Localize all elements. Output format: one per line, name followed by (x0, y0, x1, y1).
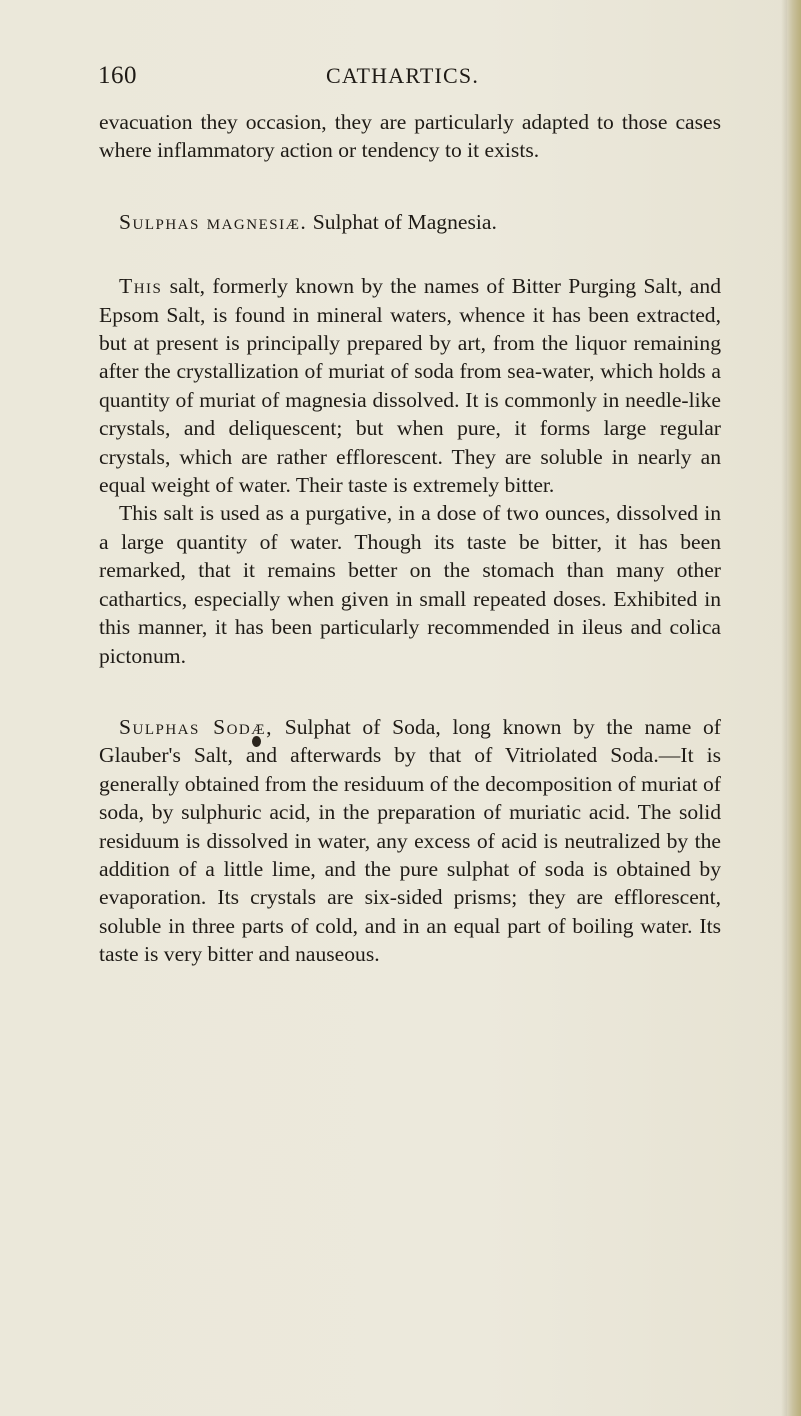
latin-term-sodae: Sulphas Sodæ, (119, 714, 273, 739)
section-heading-sulphas-magnesiae (99, 208, 721, 236)
latin-term-magnesiae: Sulphas magnesiæ. (119, 209, 308, 234)
english-term-magnesia: Sulphat of Magnesia. (307, 209, 497, 234)
paragraph-purgative-use: This salt is used as a purgative, in a dose of two ounces, dissolved in a large quantity of water. Though its taste be bitter, it has been remarked, that it remains better on the stomach than many other cathartics, especially when given in small repeated doses. Exhibited in this manner, it has been particularly recommended in ileus and colica pictonum. (99, 501, 721, 668)
section-sulphas-sodae (99, 713, 721, 969)
body-text (99, 108, 721, 969)
page-number: 160 (98, 62, 137, 89)
paragraph-epsom-salt-text: salt, formerly known by the names of Bitter Purging Salt, and Epsom Salt, is found in mineral waters, whence it has been extracted, but at present is principally prepared by art, from the liquor remaining after the crystallization of muriat of soda from sea-water, which holds a quantity of muriat of magnesia dissolved. It is commonly in needle-like crystals, and deliquescent; but when pure, it forms large regular crystals, which are rather efflorescent. They are soluble in nearly an equal weight of water. Their taste is extremely bitter. (99, 274, 721, 498)
page-edge (787, 0, 801, 1416)
paragraph-continuation: evacuation they occasion, they are particularly adapted to those cases where inflammatory action or tendency to it exists. (99, 110, 721, 163)
paragraph-glauber-salt-text: Sulphat of Soda, long known by the name of Glauber's Salt, and afterwards by that of Vitriolated Soda.—It is generally obtained from the residuum of the decomposition of muriat of soda, by sulphuric acid, in the preparation of muriatic acid. The solid residuum is dissolved in water, any excess of acid is neutralized by the addition of a little lime, and the pure sulphat of soda is obtained by evaporation. Its crystals are six-sided prisms; they are efflorescent, soluble in three parts of cold, and in an equal part of boiling water. Its taste is very bitter and nauseous. (99, 714, 721, 967)
running-head: CATHARTICS. (326, 63, 480, 88)
drop-word: This (119, 274, 163, 299)
paragraph-epsom-salt (99, 272, 721, 499)
page-header (98, 62, 708, 96)
